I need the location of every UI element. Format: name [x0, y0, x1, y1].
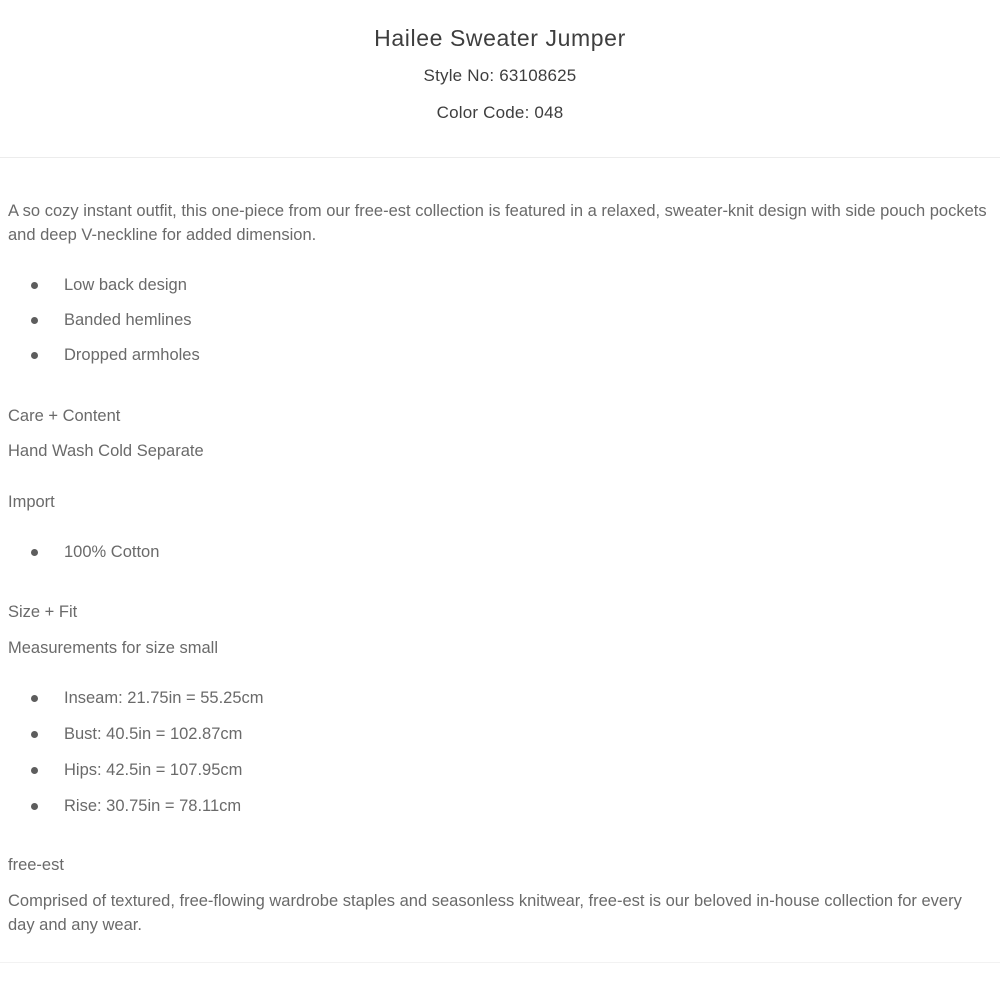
collection-description: Comprised of textured, free-flowing wardrobe staples and seasonless knitwear, free-est is our beloved in-house collection for every day and any wear.: [8, 892, 962, 934]
measurement-item: Rise: 30.75in = 78.11cm: [8, 794, 990, 818]
measurement-list: [8, 686, 990, 818]
size-fit-heading: Size + Fit: [8, 603, 78, 621]
product-header: [0, 0, 1000, 125]
fabric-content-list: [8, 540, 990, 564]
top-divider: [0, 157, 1000, 158]
style-number: Style No: 63108625: [423, 66, 577, 85]
feature-item: Banded hemlines: [8, 308, 990, 332]
color-code: Color Code: 048: [436, 103, 564, 122]
care-content-heading: Care + Content: [8, 407, 121, 425]
feature-list: [8, 273, 990, 367]
product-title: Hailee Sweater Jumper: [374, 25, 626, 51]
feature-item: Low back design: [8, 273, 990, 297]
bottom-divider: [0, 962, 1000, 963]
collection-heading: free-est: [8, 856, 64, 874]
product-description-section: [0, 199, 1000, 937]
fabric-content-item: 100% Cotton: [8, 540, 990, 564]
import-label: Import: [8, 493, 55, 511]
product-description: A so cozy instant outfit, this one-piece from our free-est collection is featured in a relaxed, sweater-knit design with side pouch pockets and deep V-neckline for added dimension.: [8, 202, 987, 244]
measurement-item: Inseam: 21.75in = 55.25cm: [8, 686, 990, 710]
measurement-item: Hips: 42.5in = 107.95cm: [8, 758, 990, 782]
feature-item: Dropped armholes: [8, 343, 990, 367]
measurement-item: Bust: 40.5in = 102.87cm: [8, 722, 990, 746]
care-instructions: Hand Wash Cold Separate: [8, 442, 204, 460]
measurements-subheading: Measurements for size small: [8, 639, 218, 657]
